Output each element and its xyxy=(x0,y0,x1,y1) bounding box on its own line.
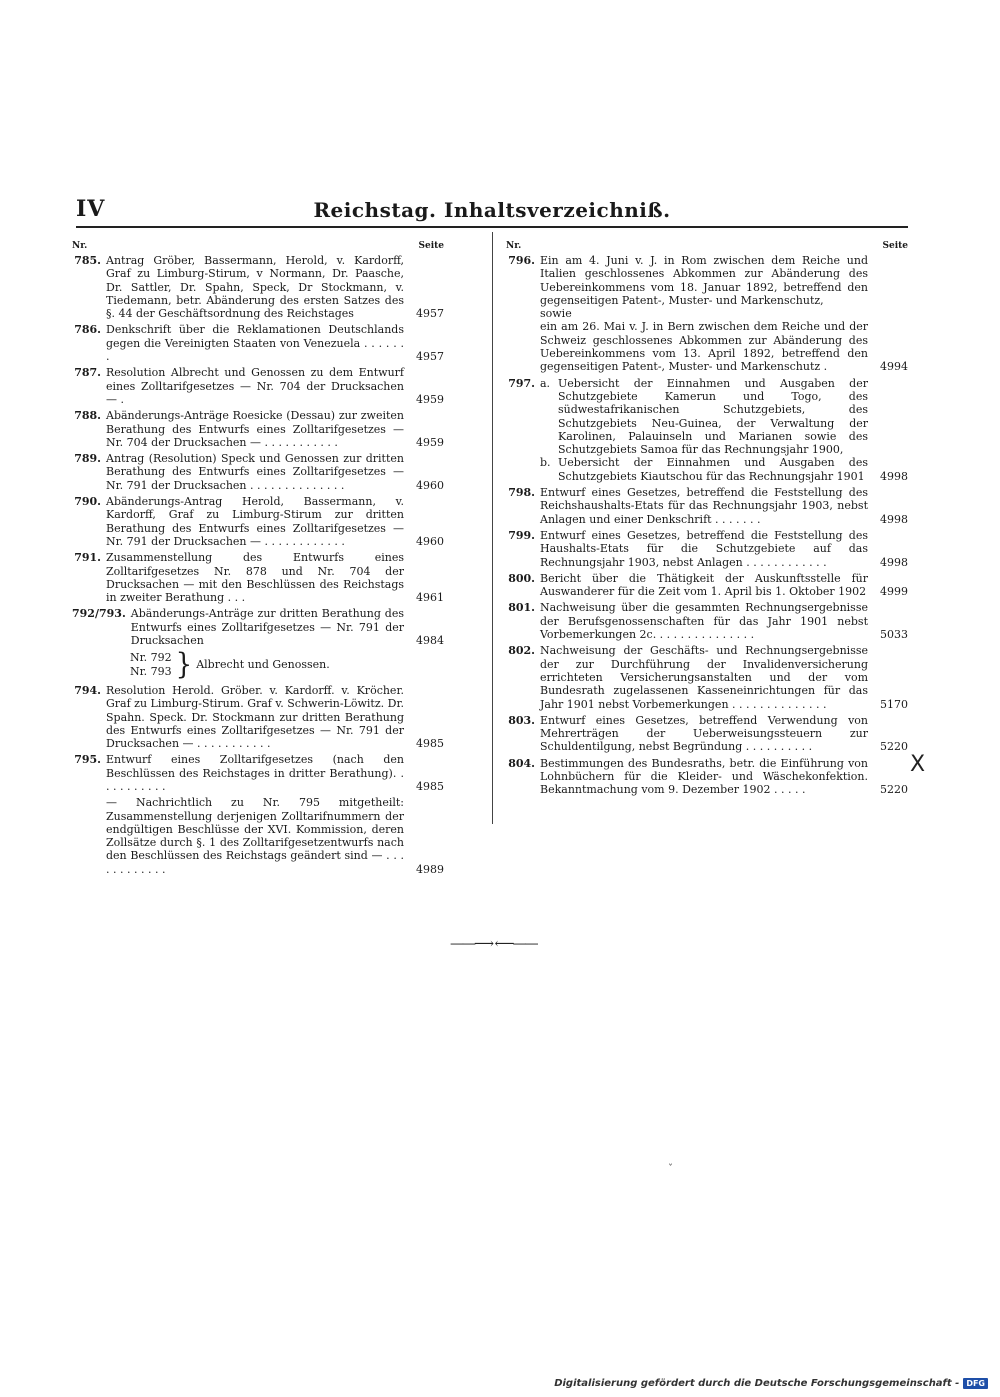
entry-page: 5220 xyxy=(880,740,908,754)
note-text: — Nachrichtlich zu Nr. 795 mitgetheilt: Zusammenstellung derjenigen Zolltarifnummern der endgültigen Beschlüsse der XVI. Kommission, deren Zollsätze durch §. 1 des Zolltarifgesetzentwurfs nach den Beschlüssen des Reichstags geändert sind — . . . . . . . . . . . . xyxy=(106,796,404,876)
entry-number: 800. xyxy=(508,571,535,585)
nr-header: Nr. xyxy=(72,241,88,251)
nr-header: Nr. xyxy=(506,241,522,251)
entry-page: 4985 xyxy=(416,779,444,793)
right-column xyxy=(506,240,908,800)
entry-page: 4994 xyxy=(880,360,908,374)
entry-text: Entwurf eines Zolltarifgesetzes (nach den Beschlüssen des Reichstages in dritter Berathung). . . . . . . . . . . xyxy=(106,753,404,793)
sub-entry xyxy=(540,377,868,457)
entry-number: 796. xyxy=(508,254,535,267)
toc-entry xyxy=(72,323,444,363)
entry-number-empty xyxy=(72,796,106,876)
entry-text: Abänderungs-Antrag Herold, Bassermann, v. Kardorff, Graf zu Limburg-Stirum zur dritten Berathung des Entwurfs eines Zolltarifgesetzes — Nr. 791 der Drucksachen — . . . . . . . . . . . . xyxy=(106,495,404,548)
entry-text: Bericht über die Thätigkeit der Auskunftsstelle für Auswanderer für die Zeit vom 1. April bis 1. Oktober 1902 xyxy=(540,571,868,599)
entry-text-part: ein am 26. Mai v. J. in Bern zwischen dem Reiche und der Schweiz geschlossenes Abkommen zur Abänderung des Uebereinkommens vom 13. April 1892, betreffend den gegenseitigen Patent-, Muster- und Markenschutz . xyxy=(540,320,868,374)
brace-numbers xyxy=(130,651,172,678)
entry-text-part: Ein am 4. Juni v. J. in Rom zwischen dem Reiche und Italien geschlossenes Abkommen zur Abänderung des Uebereinkommens vom 18. Januar 1892, betreffend den gegenseitigen Patent-, Muster- und Markenschutz, xyxy=(540,254,868,307)
toc-entry xyxy=(506,254,908,374)
entry-page: 4959 xyxy=(416,435,444,449)
entry-number: 797. xyxy=(508,376,535,390)
toc-entry xyxy=(72,452,444,492)
page-number: IV xyxy=(76,196,106,222)
left-column xyxy=(72,240,444,879)
entry-number: 790. xyxy=(74,495,101,509)
entry-text: Resolution Herold. Gröber. v. Kardorff. v. Kröcher. Graf zu Limburg-Stirum. Graf v. Schwerin-Löwitz. Dr. Spahn. Speck. Dr. Stockmann zur dritten Berathung des Entwurfs eines Zolltarifgesetzes — Nr. 791 der Drucksachen — . . . . . . . . . . . xyxy=(106,683,404,751)
entry-number: 787. xyxy=(74,366,101,380)
entry-text: Nachweisung der Geschäfts- und Rechnungsergebnisse der zur Durchführung der Invalidenversicherung errichteten Versicherungsanstalten und der vom Bundesrath zugelassenen Kasseneinrichtungen für das Jahr 1901 nebst Vorbemerkungen . . . . . . . . . . . . . . xyxy=(540,644,868,711)
digitization-footer xyxy=(554,1378,988,1389)
entry-number: 804. xyxy=(508,756,535,770)
toc-entry xyxy=(72,409,444,449)
entry-page: 4999 xyxy=(880,585,908,599)
entry-number: 785. xyxy=(74,254,101,267)
toc-entry xyxy=(72,551,444,604)
entry-number: 788. xyxy=(74,409,101,423)
entry-page: 4961 xyxy=(416,591,444,605)
column-header xyxy=(506,240,908,253)
sub-entry xyxy=(540,456,868,483)
entry-text xyxy=(540,254,868,374)
running-header xyxy=(76,196,908,224)
entry-text: Entwurf eines Gesetzes, betreffend die Feststellung des Reichshaushalts-Etats für das Rechnungsjahr 1903, nebst Anlagen und einer Denkschrift . . . . . . . xyxy=(540,486,868,526)
toc-entry xyxy=(506,757,908,797)
entry-number: 791. xyxy=(74,551,101,565)
entry-page: 4998 xyxy=(880,555,908,569)
entry-page: 4998 xyxy=(880,512,908,526)
sub-label: b. xyxy=(540,456,551,470)
entry-number: 803. xyxy=(508,713,535,727)
entry-page: 5170 xyxy=(880,697,908,711)
brace-group xyxy=(130,648,444,682)
curly-brace-icon: } xyxy=(175,648,193,682)
entry-number: 795. xyxy=(74,753,101,767)
toc-entry xyxy=(72,254,444,320)
sub-text: Uebersicht der Einnahmen und Ausgaben der Schutzgebiete Kamerun und Togo, des südwestafrikanischen Schutzgebiets, des Schutzgebiets Neu-Guinea, der Verwaltung der Karolinen, Palauinseln und Marianen sowie des Schutzgebiets Samoa für das Rechnungsjahr 1900, xyxy=(558,376,868,457)
entry-text: Denkschrift über die Reklamationen Deutschlands gegen die Vereinigten Staaten von Venezuela . . . . . . . xyxy=(106,323,404,364)
toc-entry xyxy=(72,607,444,647)
toc-entry xyxy=(72,495,444,548)
entry-text: Abänderungs-Anträge zur dritten Berathung des Entwurfs eines Zolltarifgesetzes — Nr. 791 der Drucksachen xyxy=(130,607,404,648)
toc-entry xyxy=(72,684,444,750)
entry-number: 802. xyxy=(508,644,535,658)
entry-page: 4960 xyxy=(416,534,444,548)
entry-text: Antrag (Resolution) Speck und Genossen zur dritten Berathung des Entwurfs eines Zolltarifgesetzes — Nr. 791 der Drucksachen . . . . . . . . . . . . . . xyxy=(106,452,404,492)
dfg-logo: DFG xyxy=(963,1378,988,1389)
entry-page: 4989 xyxy=(416,862,444,876)
entry-page: 4985 xyxy=(416,737,444,751)
seite-header: Seite xyxy=(882,241,908,251)
toc-entry xyxy=(72,366,444,406)
sub-text: Uebersicht der Einnahmen und Ausgaben des Schutzgebiets Kiautschou für das Rechnungsjahr 1901 xyxy=(558,456,868,483)
entry-page: 4998 xyxy=(880,469,908,483)
entry-page: 4957 xyxy=(416,307,444,321)
sub-label: a. xyxy=(540,376,551,390)
entry-number: 794. xyxy=(74,683,101,697)
entry-text: Abänderungs-Anträge Roesicke (Dessau) zur zweiten Berathung des Entwurfs eines Zolltarifgesetzes — Nr. 704 der Drucksachen — . . . . . . . . . . . xyxy=(106,409,404,449)
entry-text: Bestimmungen des Bundesraths, betr. die Einführung von Lohnbüchern für die Kleider- und Wäschekonfektion. Bekanntmachung vom 9. Dezember 1902 . . . . . xyxy=(540,756,868,797)
entry-number: 792/793. xyxy=(72,607,126,621)
toc-entry xyxy=(506,486,908,526)
entry-text xyxy=(540,377,868,483)
ornament-divider: ——⟶ ⟵—— xyxy=(450,936,537,952)
entry-text: Nachweisung über die gesammten Rechnungsergebnisse der Berufsgenossenschaften für das Jahr 1901 nebst Vorbemerkungen 2c. . . . . . . . . . . . . . . xyxy=(540,601,868,642)
entry-page: 5033 xyxy=(880,628,908,642)
brace-label: Albrecht und Genossen. xyxy=(196,657,330,671)
entry-text: Entwurf eines Gesetzes, betreffend die Feststellung des Haushalts-Etats für die Schutzgebiete auf das Rechnungsjahr 1903, nebst Anlagen . . . . . . . . . . . . xyxy=(540,528,868,569)
entry-number: 801. xyxy=(508,601,535,615)
toc-entry xyxy=(506,714,908,754)
toc-entry xyxy=(506,529,908,569)
entry-number: 786. xyxy=(74,323,101,337)
running-title: Reichstag. Inhaltsverzeichniß. xyxy=(313,198,671,222)
entry-number: 798. xyxy=(508,486,535,500)
entry-number: 799. xyxy=(508,528,535,542)
toc-entry xyxy=(506,572,908,599)
sowie-label: sowie xyxy=(540,307,572,321)
entry-text: Antrag Gröber, Bassermann, Herold, v. Kardorff, Graf zu Limburg-Stirum, v Normann, Dr. Paasche, Dr. Sattler, Dr. Spahn, Speck, Dr Stockmann, v. Tiedemann, betr. Abänderung des ersten Satzes des §. 44 der Geschäftsordnung des Reichstages xyxy=(106,254,404,321)
brace-number: Nr. 792 xyxy=(130,651,172,665)
toc-note xyxy=(72,796,444,876)
toc-entry xyxy=(72,753,444,793)
entry-number: 789. xyxy=(74,452,101,466)
entry-page: 4960 xyxy=(416,478,444,492)
speck-mark: ˇ xyxy=(668,1164,673,1175)
toc-entry xyxy=(506,601,908,641)
handwritten-mark: X xyxy=(910,752,926,777)
brace-number: Nr. 793 xyxy=(130,664,172,678)
toc-entry xyxy=(506,644,908,710)
entry-page: 4984 xyxy=(416,634,444,648)
entry-text: Entwurf eines Gesetzes, betreffend Verwendung von Mehrerträgen der Ueberweisungssteuern zur Schuldentilgung, nebst Begründung . . . . . . . . . . xyxy=(540,713,868,754)
entry-page: 5220 xyxy=(880,783,908,797)
entry-text: Resolution Albrecht und Genossen zu dem Entwurf eines Zolltarifgesetzes — Nr. 704 der Drucksachen — . xyxy=(106,366,404,406)
entry-page: 4959 xyxy=(416,392,444,406)
toc-entry xyxy=(506,377,908,483)
header-rule xyxy=(76,226,908,228)
column-header xyxy=(72,240,444,253)
entry-page: 4957 xyxy=(416,350,444,364)
seite-header: Seite xyxy=(418,241,444,251)
column-divider xyxy=(492,232,493,824)
footer-text: Digitalisierung gefördert durch die Deutsche Forschungsgemeinschaft - xyxy=(554,1378,960,1389)
entry-text: Zusammenstellung des Entwurfs eines Zolltarifgesetzes Nr. 878 und Nr. 704 der Drucksachen — mit den Beschlüssen des Reichstags in zweiter Berathung . . . xyxy=(106,551,404,605)
